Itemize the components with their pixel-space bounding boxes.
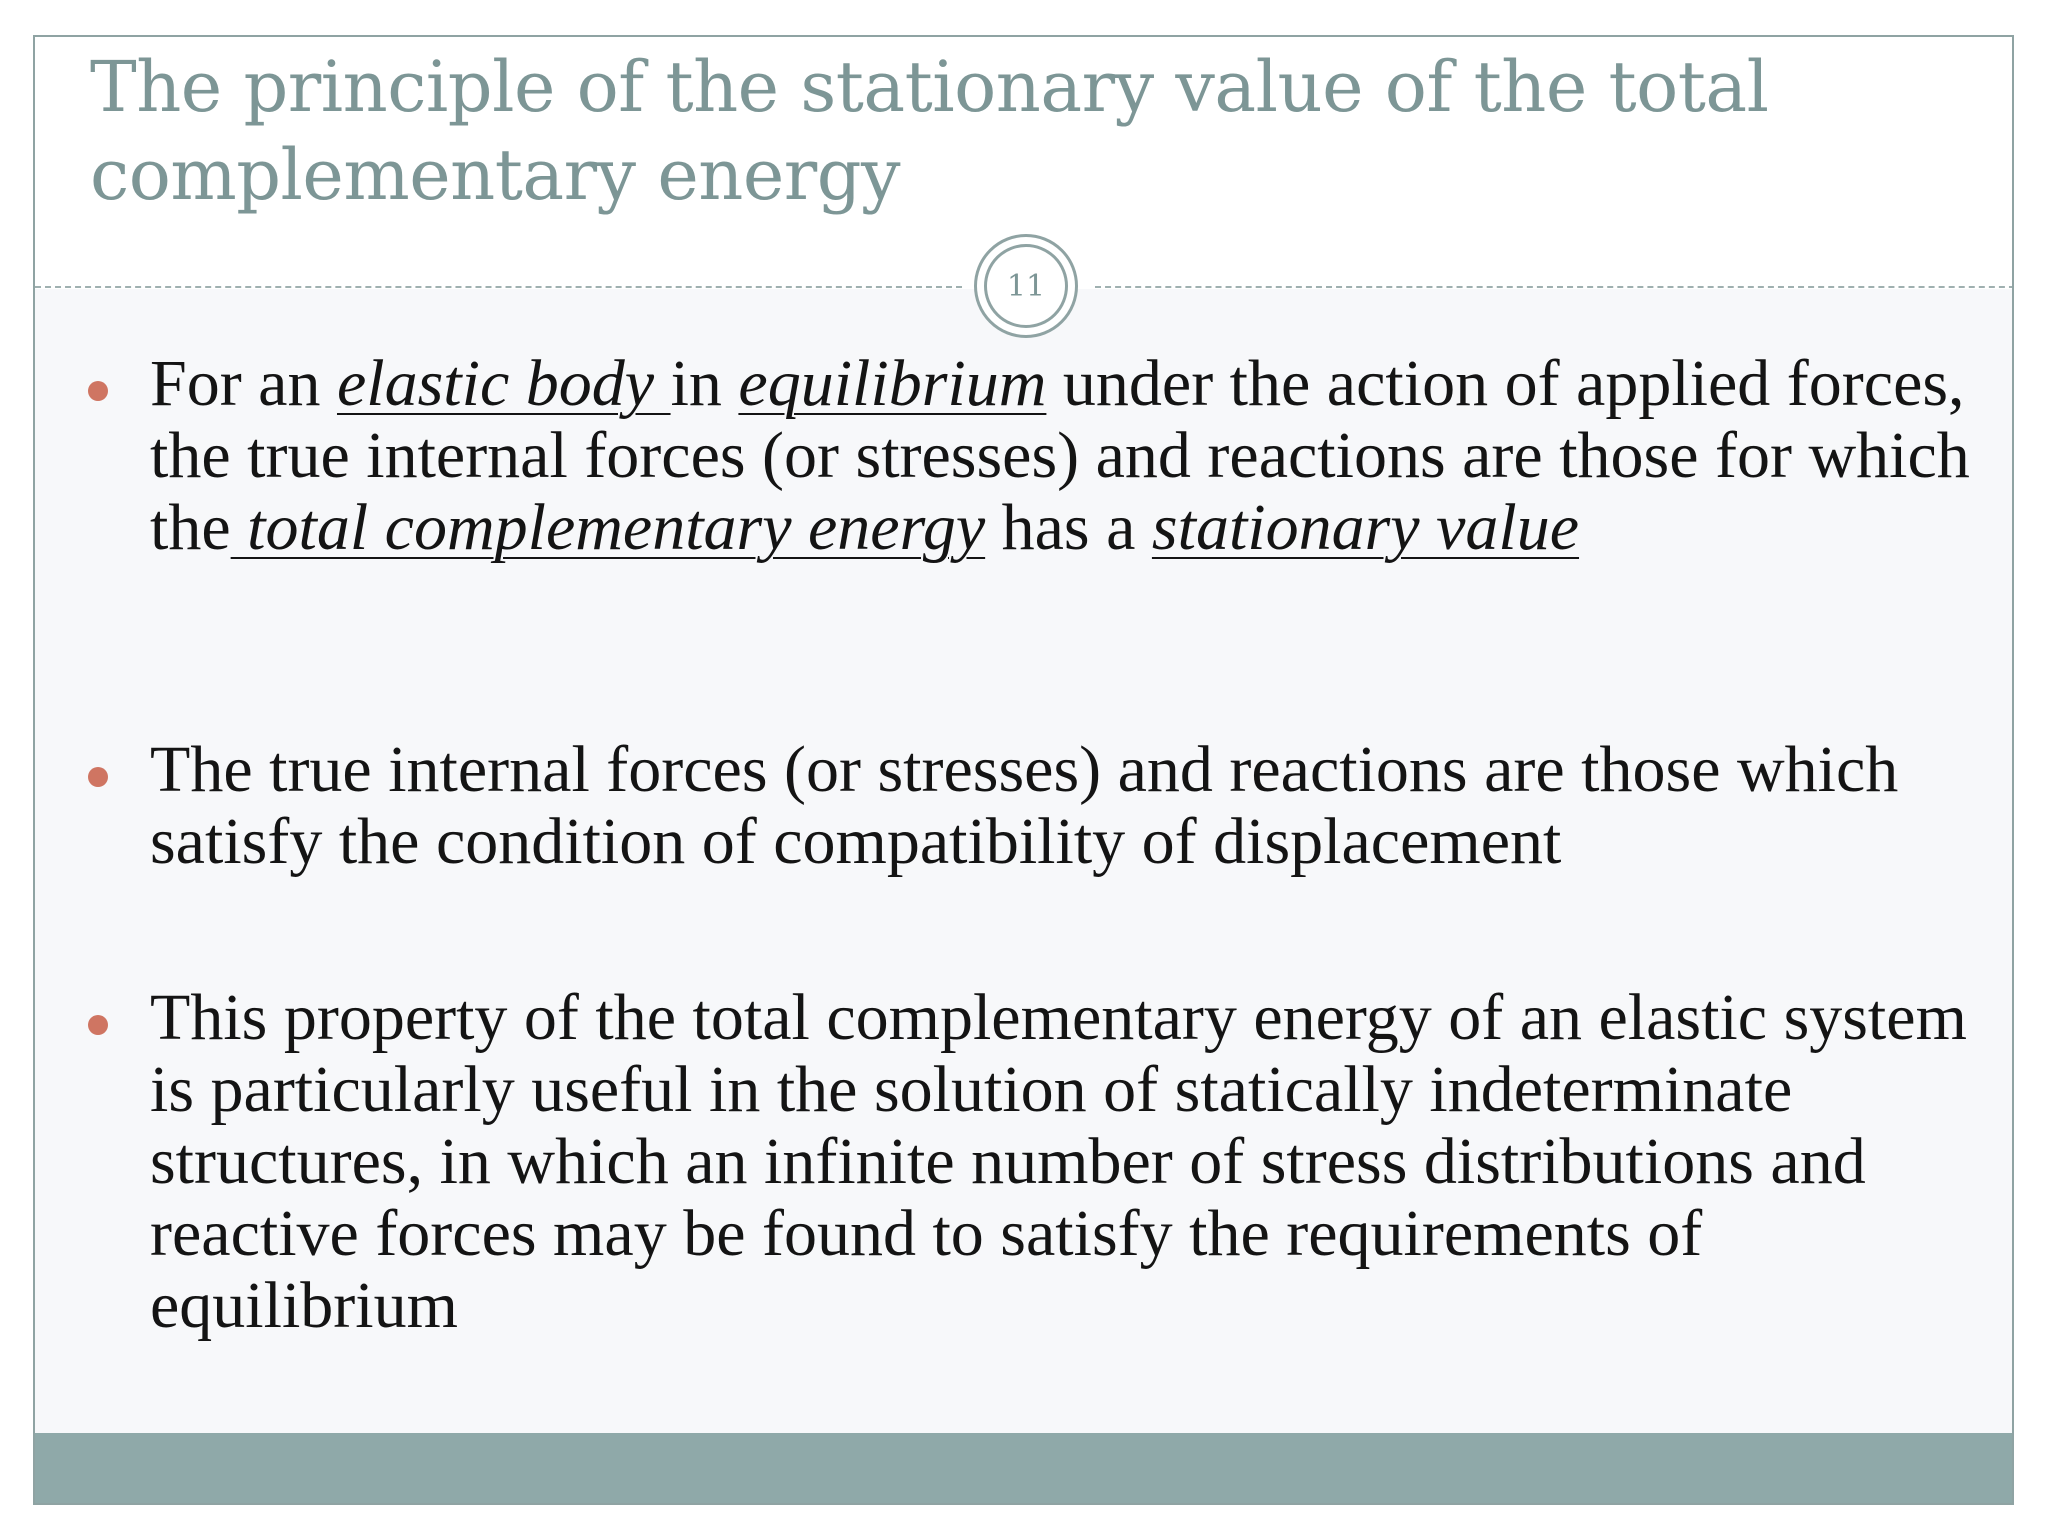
bullet-text: has a xyxy=(985,491,1152,564)
divider-left xyxy=(35,286,962,288)
divider-right xyxy=(1095,286,2014,288)
footer-accent-bar xyxy=(35,1433,2012,1503)
bullet-text: This property of the total complementary energy of an elastic system is particularly useful in the solution of statically indeterminate structures, in which an infinite number of stress distributions and reactive forces may be found to satisfy the requirements of equilibrium xyxy=(150,981,1967,1342)
term-equilibrium: equilibrium xyxy=(738,347,1047,420)
bullet-item xyxy=(150,982,2010,1342)
bullet-text: For an xyxy=(150,347,337,420)
slide xyxy=(33,35,2014,1505)
term-total-complementary-energy: total complementary energy xyxy=(230,491,986,564)
slide-title: The principle of the stationary value of the total complementary energy xyxy=(90,46,1769,216)
bullet-item xyxy=(150,734,2010,878)
page-number: 11 xyxy=(984,244,1068,328)
bullet-text: under the action of applied forces, the true internal forces (or stresses) and reactions are those for which the xyxy=(150,347,1970,564)
bullet-dot-icon xyxy=(88,1015,108,1035)
bullet-dot-icon xyxy=(88,381,108,401)
page-number-badge xyxy=(974,234,1078,338)
term-stationary-value: stationary value xyxy=(1151,491,1580,564)
term-elastic-body: elastic body xyxy=(336,347,671,420)
bullet-text: The true internal forces (or stresses) and reactions are those which satisfy the condition of compatibility of displacement xyxy=(150,733,1899,878)
bullet-text: in xyxy=(670,347,739,420)
bullet-item xyxy=(150,348,2010,564)
bullet-dot-icon xyxy=(88,767,108,787)
